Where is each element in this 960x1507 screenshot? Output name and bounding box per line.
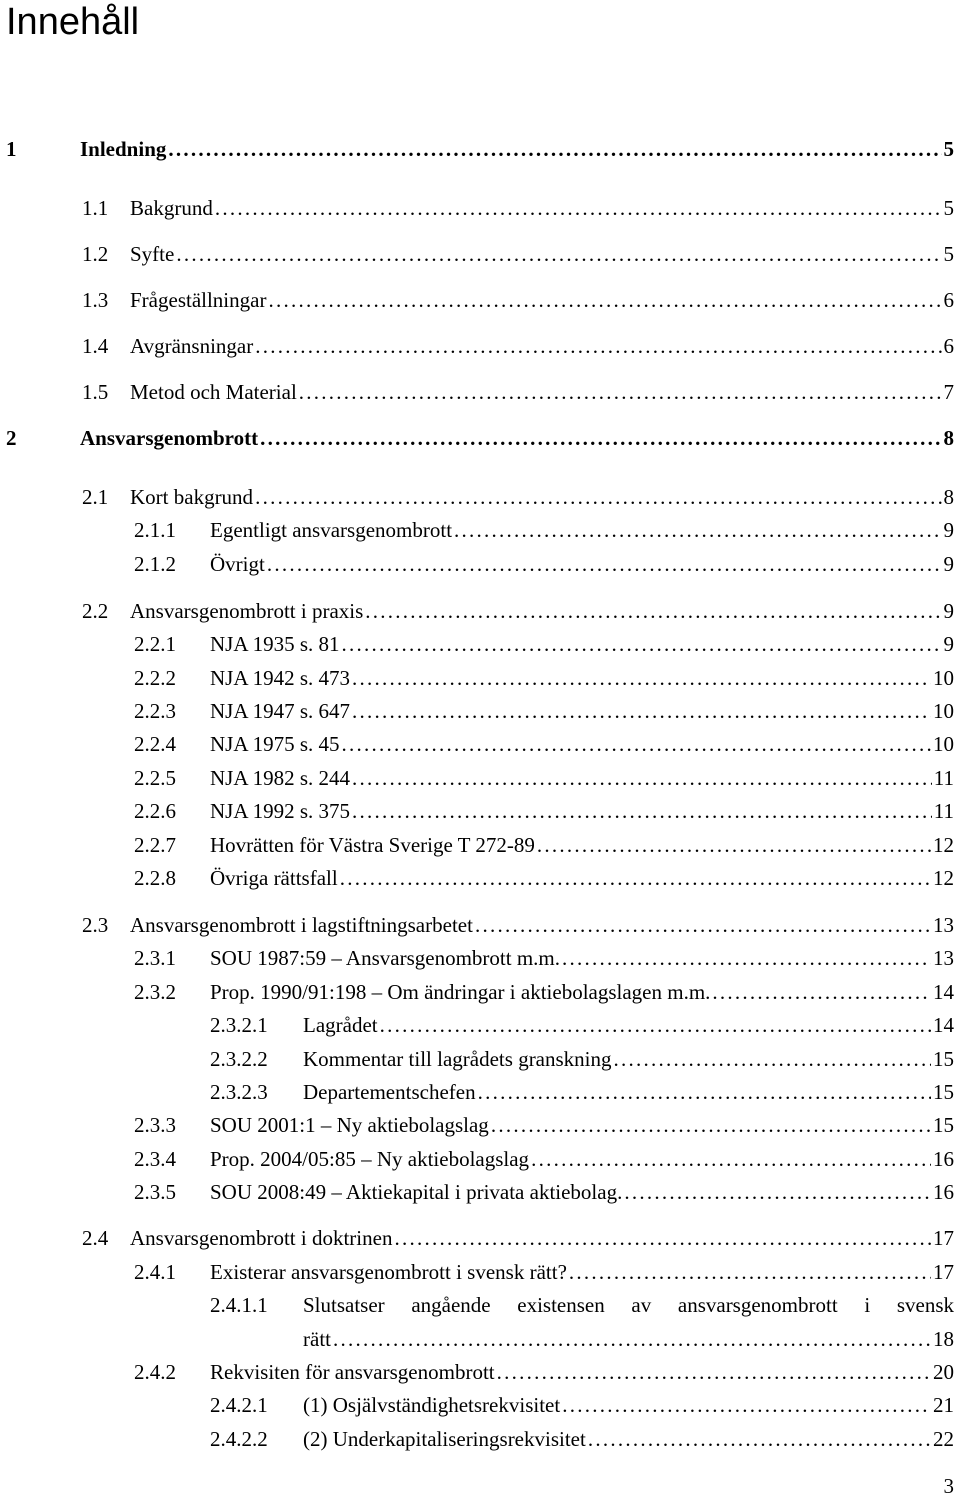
dot-leader	[562, 1389, 931, 1421]
toc-entry-page: 12	[933, 833, 954, 857]
toc-entry[interactable]	[134, 1356, 960, 1388]
toc-entry-number: 2.3.5	[134, 1180, 176, 1204]
toc-entry-label: Lagrådet	[303, 1013, 378, 1037]
toc-entry-page: 17	[933, 1260, 954, 1284]
toc-entry-page: 10	[933, 666, 954, 690]
dot-leader	[365, 595, 941, 627]
toc-entry-label: Hovrätten för Västra Sverige T 272-89	[210, 833, 535, 857]
toc-entry-label: Prop. 2004/05:85 – Ny aktiebolagslag	[210, 1147, 530, 1171]
dot-leader	[491, 1109, 931, 1141]
toc-entry-page: 21	[933, 1393, 954, 1417]
toc-entry-number: 1.2	[82, 242, 109, 266]
toc-entry-label: Övrigt	[210, 552, 265, 576]
dot-leader	[268, 284, 941, 316]
toc-entry-label: SOU 2008:49 – Aktiekapital i privata aktiebolag.	[210, 1180, 623, 1204]
toc-entry-page: 13	[933, 946, 954, 970]
toc-entry-label: Egentligt ansvarsgenombrott	[210, 518, 453, 542]
toc-entry[interactable]	[82, 1222, 960, 1254]
toc-entry-number: 2.4.2.2	[210, 1427, 268, 1451]
dot-leader	[588, 1423, 931, 1455]
toc-entry-label: Slutsatser angående existensen av ansvarsgenombrott i svensk	[303, 1293, 954, 1317]
toc-entry-number: 2.2.4	[134, 732, 176, 756]
toc-entry-number: 1	[6, 137, 17, 161]
toc-entry-page: 11	[933, 766, 954, 790]
page-number: 3	[943, 1474, 954, 1498]
toc-entry-number: 2.3.3	[134, 1113, 176, 1137]
toc-entry-label: NJA 1947 s. 647	[210, 699, 351, 723]
toc-entry[interactable]	[134, 662, 960, 694]
dot-leader	[352, 795, 932, 827]
page-title: Innehåll	[6, 1, 140, 43]
toc-entry-number: 2	[6, 426, 17, 450]
toc-entry-page: 18	[933, 1327, 954, 1351]
toc-entry[interactable]	[134, 548, 960, 580]
toc-entry[interactable]	[134, 514, 960, 546]
dot-leader	[342, 728, 931, 760]
dot-leader	[352, 762, 932, 794]
toc-entry-page: 6	[943, 288, 954, 312]
toc-entry-label: Inledning	[80, 137, 167, 161]
toc-entry-label: Ansvarsgenombrott i lagstiftningsarbetet	[130, 913, 473, 937]
toc-entry-number: 2.4.2	[134, 1360, 176, 1384]
dot-leader	[380, 1009, 931, 1041]
toc-entry[interactable]	[82, 284, 960, 316]
toc-entry-number: 2.2.2	[134, 666, 176, 690]
toc-entry[interactable]	[134, 795, 960, 827]
toc-entry[interactable]	[210, 1043, 960, 1075]
toc-entry[interactable]	[134, 1109, 960, 1141]
toc-entry-number: 2.2.5	[134, 766, 176, 790]
toc-entry-page: 12	[933, 866, 954, 890]
toc-entry-label: NJA 1992 s. 375	[210, 799, 351, 823]
toc-entry-continuation[interactable]	[303, 1323, 960, 1355]
toc-entry-number: 2.1	[82, 485, 109, 509]
toc-entry-label: Avgränsningar	[130, 334, 254, 358]
toc-entry-number: 2.2.8	[134, 866, 176, 890]
dot-leader	[255, 481, 941, 513]
toc-entry-page: 15	[933, 1080, 954, 1104]
toc-entry-page: 8	[943, 426, 954, 450]
toc-entry-number: 2.3.2.3	[210, 1080, 268, 1104]
toc-entry[interactable]	[210, 1076, 960, 1108]
toc-entry-label: SOU 1987:59 – Ansvarsgenombrott m.m.	[210, 946, 560, 970]
toc-entry[interactable]	[134, 1256, 960, 1288]
toc-entry-label: Existerar ansvarsgenombrott i svensk rätt?	[210, 1260, 567, 1284]
toc-entry-number: 2.2.1	[134, 632, 176, 656]
toc-entry[interactable]	[134, 862, 960, 894]
toc-entry-label: Kommentar till lagrådets granskning	[303, 1047, 612, 1071]
toc-entry-label: NJA 1975 s. 45	[210, 732, 340, 756]
toc-entry-page: 10	[933, 732, 954, 756]
dot-leader	[260, 422, 941, 454]
toc-entry[interactable]	[210, 1009, 960, 1041]
toc-entry-page: 9	[943, 632, 954, 656]
toc-entry-page: 16	[933, 1147, 954, 1171]
toc-entry[interactable]	[134, 695, 960, 727]
toc-entry[interactable]	[82, 330, 960, 362]
dot-leader	[537, 829, 931, 861]
toc-entry[interactable]	[134, 1143, 960, 1175]
dot-leader	[299, 376, 942, 408]
toc-entry-page: 22	[933, 1427, 954, 1451]
toc-entry-number: 2.4.1	[134, 1260, 176, 1284]
toc-entry-number: 1.5	[82, 380, 109, 404]
dot-leader	[562, 942, 931, 974]
toc-entry[interactable]	[82, 192, 960, 224]
toc-entry[interactable]	[134, 942, 960, 974]
toc-entry-label: Kort bakgrund	[130, 485, 254, 509]
toc-entry-page: 5	[943, 196, 954, 220]
dot-leader	[454, 514, 941, 546]
toc-entry[interactable]	[82, 595, 960, 627]
toc-entry-number: 2.3.2.1	[210, 1013, 268, 1037]
toc-entry[interactable]	[82, 909, 960, 941]
toc-entry-number: 2.4	[82, 1226, 109, 1250]
toc-entry-label: Frågeställningar	[130, 288, 267, 312]
toc-entry-number: 1.3	[82, 288, 109, 312]
toc-entry-number: 2.2.6	[134, 799, 176, 823]
toc-entry-label: Departementschefen	[303, 1080, 476, 1104]
toc-entry[interactable]	[134, 829, 960, 861]
toc-entry-label: Syfte	[130, 242, 175, 266]
toc-entry[interactable]	[210, 1289, 960, 1321]
dot-leader	[333, 1323, 931, 1355]
toc-entry-label: SOU 2001:1 – Ny aktiebolagslag	[210, 1113, 489, 1137]
dot-leader	[712, 976, 931, 1008]
toc-entry-page: 15	[933, 1047, 954, 1071]
toc-entry-page: 5	[943, 137, 954, 161]
toc-entry-label: Ansvarsgenombrott i praxis	[130, 599, 364, 623]
toc-entry-label: Ansvarsgenombrott i doktrinen	[130, 1226, 393, 1250]
toc-entry[interactable]	[134, 976, 960, 1008]
toc-entry-page: 10	[933, 699, 954, 723]
toc-entry-page: 11	[933, 799, 954, 823]
dot-leader	[394, 1222, 931, 1254]
dot-leader	[267, 548, 942, 580]
toc-entry-page: 9	[943, 552, 954, 576]
toc-entry[interactable]	[6, 422, 960, 454]
toc-entry-label: Övriga rättsfall	[210, 866, 338, 890]
toc-entry-page: 9	[943, 518, 954, 542]
toc-entry-number: 2.4.2.1	[210, 1393, 268, 1417]
dot-leader	[478, 1076, 931, 1108]
toc-entry[interactable]	[210, 1423, 960, 1455]
toc-entry-label: (1) Osjälvständighetsrekvisitet	[303, 1393, 561, 1417]
toc-entry[interactable]	[82, 376, 960, 408]
toc-entry-number: 1.4	[82, 334, 109, 358]
toc-entry-label: Ansvarsgenombrott	[80, 426, 259, 450]
toc-entry-number: 2.3	[82, 913, 109, 937]
toc-entry-page: 13	[933, 913, 954, 937]
dot-leader	[168, 133, 941, 165]
dot-leader	[624, 1176, 931, 1208]
toc-entry-page: 14	[933, 980, 954, 1004]
dot-leader	[215, 192, 942, 224]
toc-entry-label: Metod och Material	[130, 380, 297, 404]
toc-entry-page: 16	[933, 1180, 954, 1204]
toc-entry-number: 1.1	[82, 196, 109, 220]
toc-entry[interactable]	[82, 481, 960, 513]
toc-entry-number: 2.1.1	[134, 518, 176, 542]
dot-leader	[176, 238, 941, 270]
toc-entry-number: 2.2.7	[134, 833, 176, 857]
dot-leader	[475, 909, 931, 941]
toc-entry[interactable]	[134, 1176, 960, 1208]
toc-entry-page: 6	[943, 334, 954, 358]
toc-entry-page: 5	[943, 242, 954, 266]
dot-leader	[569, 1256, 931, 1288]
toc-entry-label: Rekvisiten för ansvarsgenombrott	[210, 1360, 495, 1384]
toc-entry-label: (2) Underkapitaliseringsrekvisitet	[303, 1427, 586, 1451]
dot-leader	[497, 1356, 931, 1388]
toc-entry-page: 20	[933, 1360, 954, 1384]
toc-entry-number: 2.3.2.2	[210, 1047, 268, 1071]
toc-entry[interactable]	[134, 628, 960, 660]
toc-entry-number: 2.4.1.1	[210, 1293, 268, 1317]
toc-entry-label: NJA 1982 s. 244	[210, 766, 351, 790]
toc-entry-label: Prop. 1990/91:198 – Om ändringar i aktiebolagslagen m.m.	[210, 980, 711, 1004]
toc-entry[interactable]	[134, 728, 960, 760]
toc-entry[interactable]	[210, 1389, 960, 1421]
toc-entry[interactable]	[134, 762, 960, 794]
toc-entry-label-continued: rätt	[303, 1327, 331, 1351]
toc-entry-number: 2.2	[82, 599, 109, 623]
toc-entry-label: Bakgrund	[130, 196, 213, 220]
toc-entry-number: 2.3.2	[134, 980, 176, 1004]
dot-leader	[340, 862, 931, 894]
toc-entry-page: 15	[933, 1113, 954, 1137]
toc-entry-label: NJA 1942 s. 473	[210, 666, 351, 690]
dot-leader	[342, 628, 942, 660]
toc-entry-page: 17	[933, 1226, 954, 1250]
dot-leader	[255, 330, 941, 362]
toc-entry-page: 8	[943, 485, 954, 509]
toc-entry-page: 14	[933, 1013, 954, 1037]
toc-entry-number: 2.3.4	[134, 1147, 176, 1171]
toc-entry[interactable]	[6, 133, 960, 165]
toc-entry-label: NJA 1935 s. 81	[210, 632, 340, 656]
dot-leader	[531, 1143, 931, 1175]
dot-leader	[614, 1043, 931, 1075]
toc-entry-number: 2.2.3	[134, 699, 176, 723]
toc-entry-number: 2.3.1	[134, 946, 176, 970]
dot-leader	[352, 695, 931, 727]
toc-entry-number: 2.1.2	[134, 552, 176, 576]
dot-leader	[352, 662, 931, 694]
toc-entry-page: 9	[943, 599, 954, 623]
toc-entry[interactable]	[82, 238, 960, 270]
toc-entry-page: 7	[943, 380, 954, 404]
